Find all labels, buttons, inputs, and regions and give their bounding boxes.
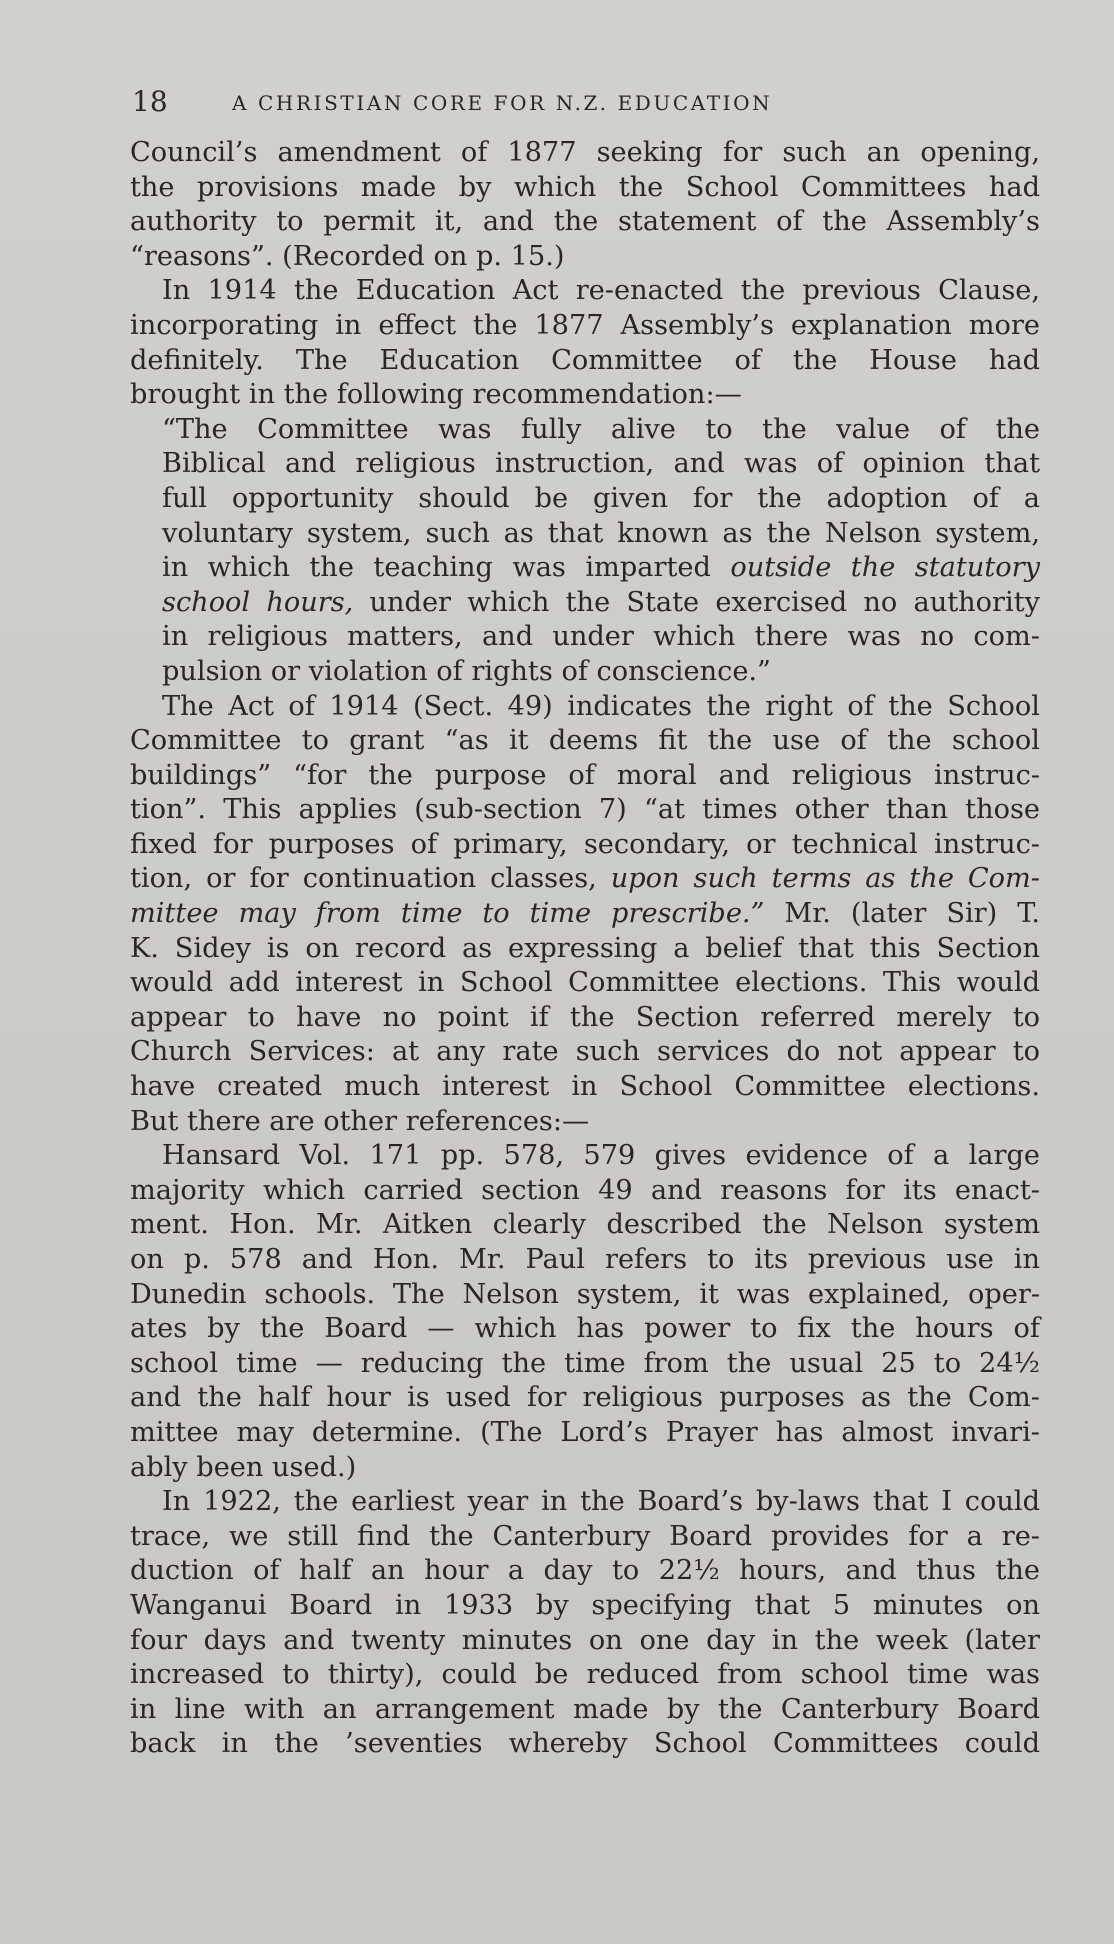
text-line: duction of half an hour a day to 22½ hours, and thus the <box>130 1555 1040 1587</box>
text-line: mittee may determine. (The Lord’s Prayer has almost invari- <box>130 1416 1040 1448</box>
text-line: back in the ’seventies whereby School Committees could <box>130 1728 1040 1760</box>
text-line: ment. Hon. Mr. Aitken clearly described the Nelson system <box>130 1209 1040 1241</box>
text-segment: under which the State exercised no authority <box>369 586 1040 618</box>
text-line <box>130 862 1040 897</box>
text-line: Committee to grant “as it deems fit the use of the school <box>130 725 1040 757</box>
text-line: brought in the following recommendation:— <box>130 379 742 411</box>
italic-segment: school hours, <box>162 586 354 618</box>
text-line: Church Services: at any rate such services do not appear to <box>130 1036 1040 1068</box>
quote-line: “The Committee was fully alive to the value of the <box>162 413 1040 445</box>
text-line: “reasons”. (Recorded on p. 15.) <box>130 240 565 272</box>
text-line: majority which carried section 49 and reasons for its enact- <box>130 1174 1040 1206</box>
text-line: In 1922, the earliest year in the Board’s by-laws that I could <box>162 1486 1040 1518</box>
text-line: trace, we still find the Canterbury Board provides for a re- <box>130 1520 1040 1552</box>
text-line: ably been used.) <box>130 1451 357 1483</box>
text-line: But there are other references:— <box>130 1105 590 1137</box>
text-line: the provisions made by which the School Committees had <box>130 171 1040 203</box>
text-line: increased to thirty), could be reduced from school time was <box>130 1659 1040 1691</box>
quote-line: full opportunity should be given for the adoption of a <box>162 482 1040 514</box>
quote-line: voluntary system, such as that known as the Nelson system, <box>162 517 1040 549</box>
text-line: The Act of 1914 (Sect. 49) indicates the right of the School <box>162 690 1040 722</box>
quote-line: in religious matters, and under which there was no com- <box>162 621 1040 653</box>
text-segment: tion, or for continuation classes, <box>130 863 597 895</box>
quote-line <box>130 586 1040 621</box>
quote-line: pulsion or violation of rights of conscience.” <box>162 655 771 687</box>
body-text <box>130 136 1040 1762</box>
text-line: would add interest in School Committee elections. This would <box>130 967 1040 999</box>
text-line: on p. 578 and Hon. Mr. Paul refers to its previous use in <box>130 1244 1040 1275</box>
italic-segment: upon such terms as the Com- <box>610 863 1040 895</box>
text-line: Hansard Vol. 171 pp. 578, 579 gives evidence of a large <box>162 1140 1040 1172</box>
page-number: 18 <box>132 85 168 118</box>
text-line: and the half hour is used for religious purposes as the Com- <box>130 1382 1040 1414</box>
text-line: In 1914 the Education Act re-enacted the previous Clause, <box>162 275 1040 307</box>
page-header <box>132 82 1052 122</box>
text-line: tion”. This applies (sub-section 7) “at times other than those <box>130 794 1040 826</box>
text-line: in line with an arrangement made by the Canterbury Board <box>130 1693 1040 1725</box>
italic-segment: outside the statutory <box>730 552 1040 584</box>
text-segment: in which the teaching was imparted <box>162 552 711 584</box>
text-line: school time — reducing the time from the usual 25 to 24½ <box>130 1347 1040 1379</box>
text-line: four days and twenty minutes on one day in the week (later <box>130 1624 1040 1656</box>
text-line: incorporating in effect the 1877 Assembly’s explanation more <box>130 309 1040 341</box>
text-line: buildings” “for the purpose of moral and religious instruc- <box>130 759 1040 791</box>
text-line: Council’s amendment of 1877 seeking for such an opening, <box>130 137 1040 168</box>
text-line <box>130 897 1040 932</box>
text-segment: Mr. (later Sir) T. <box>784 898 1040 930</box>
text-line: definitely. The Education Committee of the House had <box>130 344 1040 376</box>
running-head: A CHRISTIAN CORE FOR N.Z. EDUCATION <box>232 91 773 115</box>
quote-line <box>130 551 1040 586</box>
italic-segment: mittee may from time to time prescribe.” <box>130 898 765 930</box>
text-line: have created much interest in School Committee elections. <box>130 1071 1040 1103</box>
text-line: fixed for purposes of primary, secondary, or technical instruc- <box>130 828 1040 860</box>
text-line: ates by the Board — which has power to fix the hours of <box>130 1313 1040 1345</box>
text-line: K. Sidey is on record as expressing a belief that this Section <box>130 932 1040 964</box>
text-line: Wanganui Board in 1933 by specifying that 5 minutes on <box>130 1589 1040 1621</box>
quote-line: Biblical and religious instruction, and was of opinion that <box>162 448 1040 480</box>
text-line: Dunedin schools. The Nelson system, it was explained, oper- <box>130 1278 1040 1310</box>
text-line: authority to permit it, and the statement of the Assembly’s <box>130 206 1040 238</box>
text-line: appear to have no point if the Section referred merely to <box>130 1001 1040 1033</box>
